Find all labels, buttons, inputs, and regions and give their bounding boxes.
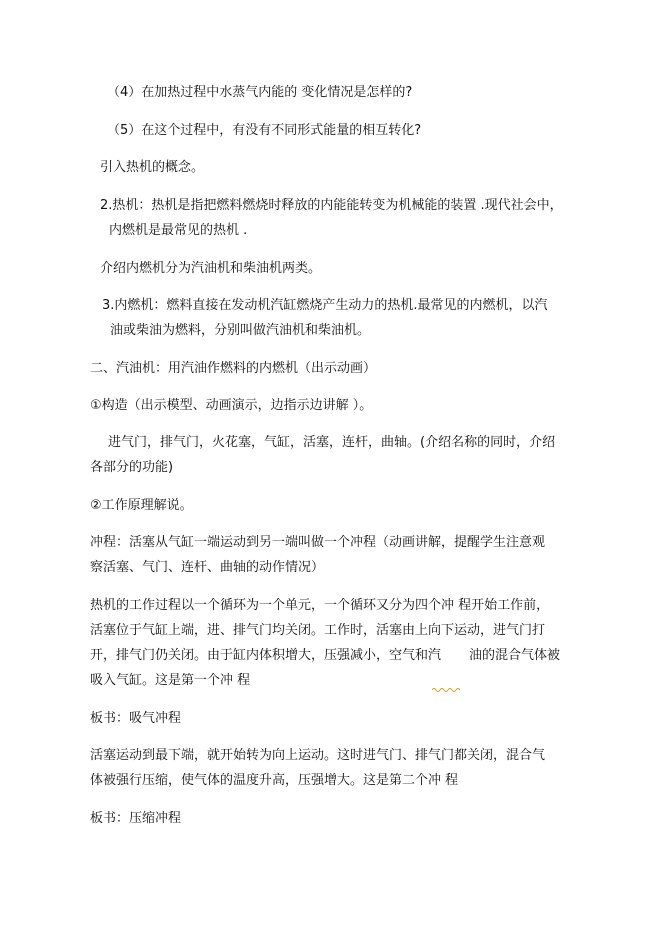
- ice-types: 介绍内燃机分为汽油机和柴油机两类。: [100, 261, 322, 276]
- cycle-line-3: 开，排气门仍关闭。由于缸内体积增大，压强减小，空气和汽: [90, 648, 442, 663]
- cycle-line-2: 活塞位于气缸上端，进、排气门均关闭。工作时，活塞由上向下运动，进气门打: [90, 623, 546, 638]
- intro-heat-engine: 引入热机的概念。: [100, 160, 205, 175]
- ice-definition-line-1: 3.内燃机：燃料直接在发动机汽缸燃烧产生动力的热机.最常见的内燃机，以汽: [102, 298, 548, 313]
- parts-line-2: 各部分的功能): [90, 460, 174, 475]
- spellcheck-squiggle: [432, 686, 460, 692]
- stroke-definition-line-2: 察活塞、气门、连杆、曲轴的动作情况）: [90, 560, 325, 575]
- board-intake-stroke: 板书：吸气冲程: [90, 711, 182, 726]
- stroke-definition-line-1: 冲程：活塞从气缸一端运动到另一端叫做一个冲程（动画讲解，提醒学生注意观: [90, 535, 546, 550]
- board-compression-stroke: 板书：压缩冲程: [90, 811, 182, 826]
- cycle-line-4: 吸入气缸。这是第一个冲 程: [90, 673, 251, 688]
- question-5: （5）在这个过程中，有没有不同形式能量的相互转化?: [107, 123, 422, 138]
- question-4: （4）在加热过程中水蒸气内能的 变化情况是怎样的?: [107, 85, 413, 100]
- heat-engine-definition-line-2: 内燃机是最常见的热机 .: [109, 223, 248, 238]
- construction-heading: ①构造（出示模型、动画演示，边指示边讲解 ）。: [90, 398, 373, 413]
- principle-heading: ②工作原理解说。: [90, 498, 193, 513]
- section-2-title: 二、汽油机：用汽油作燃料的内燃机（出示动画）: [90, 361, 377, 376]
- heat-engine-definition-line-1: 2.热机：热机是指把燃料燃烧时释放的内能能转变为机械能的装置 .现代社会中，: [100, 198, 563, 213]
- compression-line-2: 体被强行压缩，使气体的温度升高，压强增大。这是第二个冲 程: [90, 773, 459, 788]
- cycle-line-3-tail: 油的混合气体被: [469, 648, 561, 663]
- parts-line-1: 进气门，排气门，火花塞，气缸，活塞，连杆，曲轴。(介绍名称的同时，介绍: [108, 435, 556, 450]
- ice-definition-line-2: 油或柴油为燃料，分别叫做汽油机和柴油机。: [110, 323, 371, 338]
- cycle-line-1: 热机的工作过程以一个循环为一个单元，一个循环又分为四个冲 程开始工作前，: [90, 598, 550, 613]
- compression-line-1: 活塞运动到最下端，就开始转为向上运动。这时进气门、排气门都关闭，混合气: [90, 748, 546, 763]
